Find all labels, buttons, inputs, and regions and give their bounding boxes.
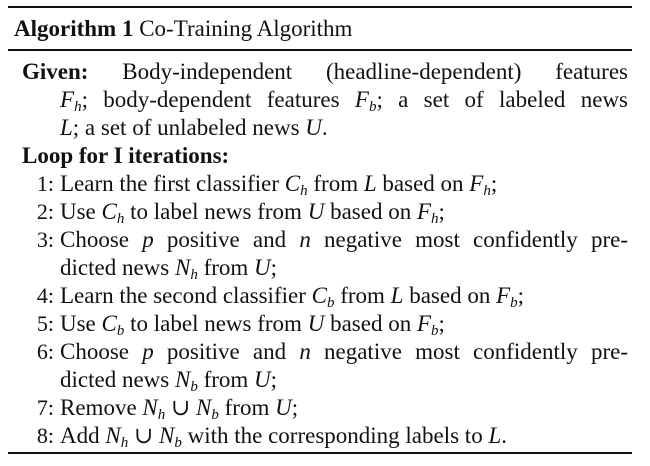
given-var-u: U xyxy=(305,115,322,140)
given-word-3: features xyxy=(555,59,628,84)
given-text: ; a set of labeled news xyxy=(376,87,629,112)
given-text: . xyxy=(321,115,328,140)
algorithm-title: Co-Training Algorithm xyxy=(139,16,353,41)
given-var-fh: $F_h$ xyxy=(60,87,82,115)
algorithm-label: Algorithm 1 xyxy=(14,16,134,41)
step-text: Choose p positive and n negative most confidently pre- xyxy=(60,227,629,252)
math-var: n xyxy=(299,339,311,364)
step-number: 7: xyxy=(36,395,54,420)
math-var: U xyxy=(254,255,271,280)
math-var: $N_b$ xyxy=(196,395,219,423)
step-text: Learn the first classifier $C_h$ from L based on $F_h$; xyxy=(60,171,498,199)
math-var: $F_b$ xyxy=(416,311,439,339)
given-word-1: Body-independent xyxy=(122,59,293,84)
math-var: U xyxy=(275,395,292,420)
step-text: Add $N_h$ ∪ $N_b$ with the corresponding labels to L. xyxy=(60,423,507,451)
header-rule xyxy=(8,49,632,51)
math-var: $N_b$ xyxy=(174,367,198,395)
step-text: Remove $N_h$ ∪ $N_b$ from U; xyxy=(60,395,299,423)
given-text: ; a set of unlabeled news xyxy=(72,115,306,140)
step-number: 4: xyxy=(36,283,54,308)
math-var: $N_h$ xyxy=(174,255,198,283)
step-text: dicted news $N_b$ from U; xyxy=(60,367,278,395)
step-number: 6: xyxy=(36,339,54,364)
math-var: $C_h$ xyxy=(101,199,125,227)
math-var: U xyxy=(307,199,325,224)
math-var: $F_h$ xyxy=(416,199,439,227)
step-number: 1: xyxy=(36,171,54,196)
given-text: ; body-dependent features xyxy=(81,87,355,112)
given-label: Given: xyxy=(22,59,89,84)
math-var: $C_b$ xyxy=(311,283,335,311)
math-var: $C_h$ xyxy=(284,171,308,199)
math-var: L xyxy=(390,283,404,308)
step-text: dicted news $N_h$ from U; xyxy=(60,255,278,283)
step-number: 5: xyxy=(36,311,54,336)
math-var: p xyxy=(142,339,154,364)
math-var: U xyxy=(307,311,325,336)
top-rule xyxy=(8,6,632,8)
given-line-3 xyxy=(60,114,328,142)
step-number: 2: xyxy=(36,199,54,224)
math-var: $C_b$ xyxy=(101,311,125,339)
loop-label: Loop for I iterations: xyxy=(22,143,230,168)
step-number: 8: xyxy=(36,423,54,448)
step-text: Learn the second classifier $C_b$ from L based on $F_b$; xyxy=(60,283,525,311)
step-text: Choose p positive and n negative most confidently pre- xyxy=(60,339,629,364)
given-line-1 xyxy=(22,58,628,86)
math-var: U xyxy=(254,367,271,392)
algorithm-header xyxy=(14,14,352,44)
math-var: n xyxy=(299,227,311,252)
step-number: 3: xyxy=(36,227,54,252)
given-var-fb: $F_b$ xyxy=(354,87,377,115)
math-var: L xyxy=(363,171,377,196)
step-text: Use $C_h$ to label news from U based on $F_h$; xyxy=(60,199,445,227)
math-var: $F_h$ xyxy=(469,171,491,199)
bottom-rule xyxy=(8,452,632,454)
math-var: $F_b$ xyxy=(496,283,518,311)
given-var-l: L xyxy=(60,115,73,140)
step-text: Use $C_b$ to label news from U based on $F_b$; xyxy=(60,311,445,339)
math-var: $N_h$ xyxy=(142,395,166,423)
given-line-2 xyxy=(60,86,628,114)
given-word-2: (headline-dependent) xyxy=(325,59,522,84)
math-var: $N_h$ xyxy=(105,423,129,451)
math-var: p xyxy=(142,227,154,252)
math-var: L xyxy=(488,423,502,448)
math-var: $N_b$ xyxy=(159,423,182,451)
